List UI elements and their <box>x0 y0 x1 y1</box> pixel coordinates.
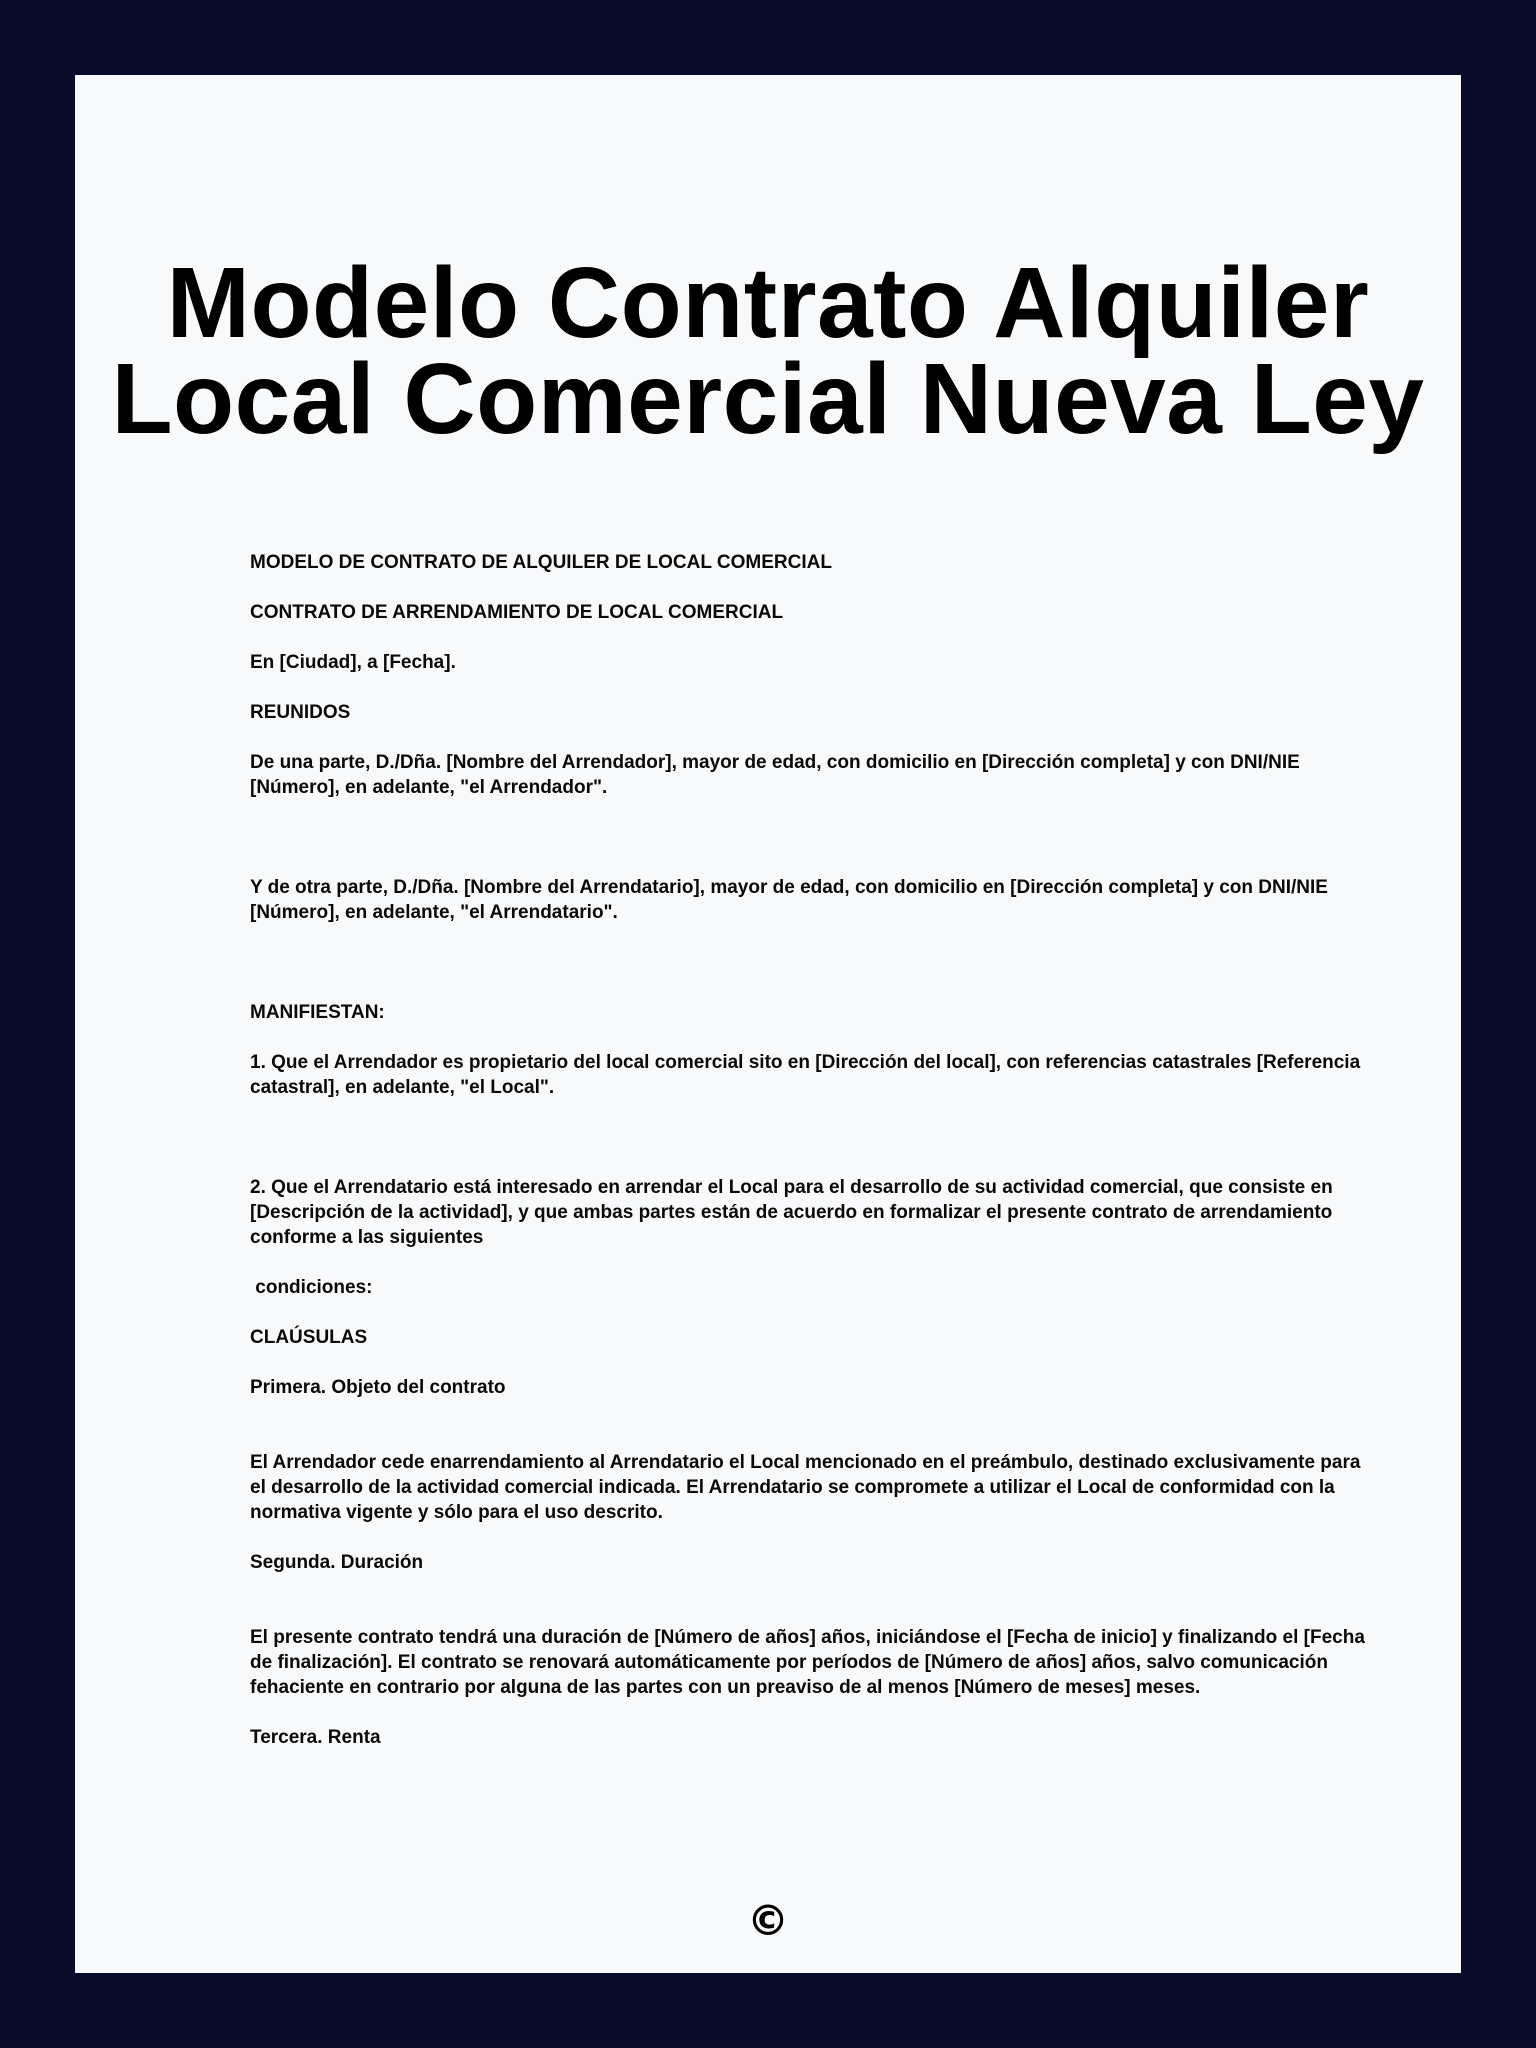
clause-primera-text: El Arrendador cede enarrendamiento al Arrendatario el Local mencionado en el preámbulo, destinado exclusivamente para el desarrollo de la actividad comercial indicada. El Arrendatario se compromete a utilizar el Local de conformidad con la normativa vigente y sólo para el uso descrito. <box>250 1452 1366 1523</box>
place-date: En [Ciudad], a [Fecha]. <box>250 652 456 673</box>
heading-modelo: MODELO DE CONTRATO DE ALQUILER DE LOCAL COMERCIAL <box>250 552 832 573</box>
clause-primera-title: Primera. Objeto del contrato <box>250 1377 506 1398</box>
party-arrendatario: Y de otra parte, D./Dña. [Nombre del Arrendatario], mayor de edad, con domicilio en [Dirección completa] y con DNI/NIE [Número], en adelante, "el Arrendatario". <box>250 877 1334 923</box>
heading-clausulas: CLAÚSULAS <box>250 1327 368 1348</box>
clause-segunda-title: Segunda. Duración <box>250 1552 424 1573</box>
heading-contrato: CONTRATO DE ARRENDAMIENTO DE LOCAL COMERCIAL <box>250 602 784 623</box>
document-title <box>75 247 1461 455</box>
manifiesto-2: 2. Que el Arrendatario está interesado en arrendar el Local para el desarrollo de su actividad comercial, que consiste en [Descripción de la actividad], y que ambas partes están de acuerdo en formalizar el presente contrato de arrendamiento conforme a las siguientes <box>250 1177 1338 1248</box>
manifiesto-1: 1. Que el Arrendador es propietario del local comercial sito en [Dirección del local], con referencias catastrales [Referencia catastral], en adelante, "el Local". <box>250 1052 1366 1098</box>
party-arrendador: De una parte, D./Dña. [Nombre del Arrendador], mayor de edad, con domicilio en [Dirección completa] y con DNI/NIE [Número], en adelante, "el Arrendador". <box>250 752 1306 798</box>
condiciones-label: condiciones: <box>250 1277 373 1298</box>
contract-body <box>250 550 1371 1775</box>
title-line-2: Local Comercial Nueva Ley <box>111 343 1425 455</box>
heading-reunidos: REUNIDOS <box>250 702 351 723</box>
clause-tercera-title: Tercera. Renta <box>250 1727 381 1748</box>
document-page <box>75 75 1461 1973</box>
title-line-1: Modelo Contrato Alquiler <box>166 247 1370 359</box>
clause-segunda-text: El presente contrato tendrá una duración de [Número de años] años, iniciándose el [Fecha de inicio] y finalizando el [Fecha de finalización]. El contrato se renovará automáticamente por períodos de [Número de años] años, salvo comunicación fehaciente en contrario por alguna de las partes con un preaviso de al menos [Número de meses] meses. <box>250 1627 1371 1698</box>
heading-manifiestan: MANIFIESTAN: <box>250 1002 385 1023</box>
copyright-icon: © <box>747 1896 789 1945</box>
